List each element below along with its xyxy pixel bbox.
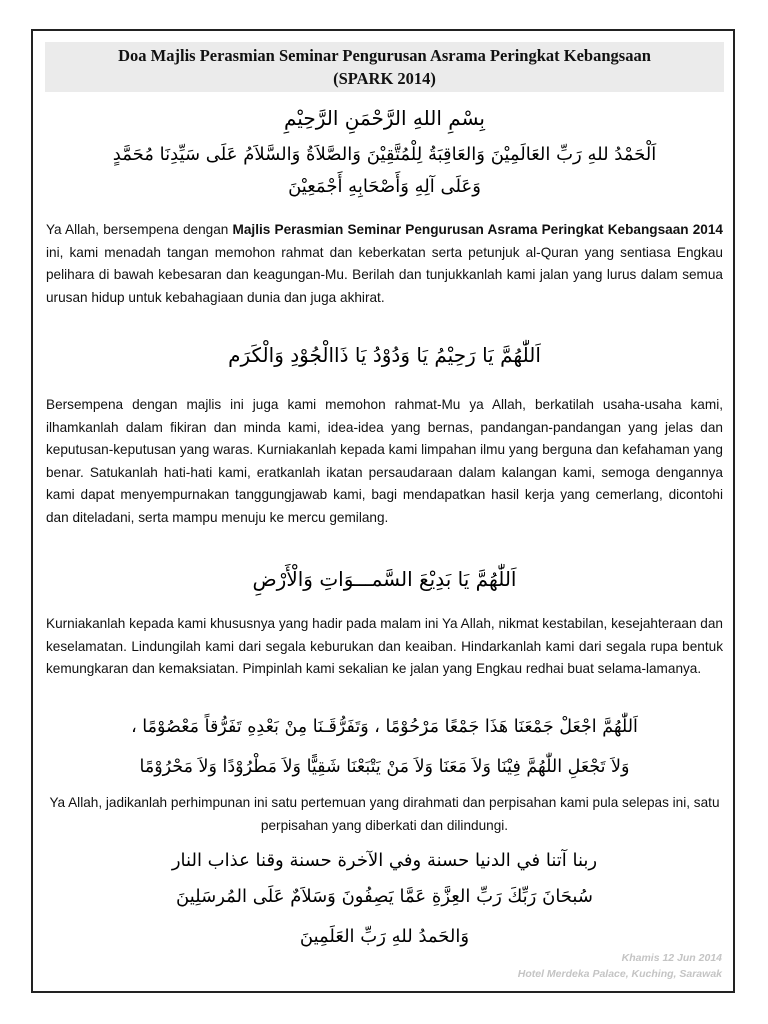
opening-salawat: وَعَلَى آلِهِ وَأَصْحَابِهِ أَجْمَعِيْنَ xyxy=(288,176,481,197)
paragraph-1-intro: Ya Allah, bersempena dengan xyxy=(46,222,233,237)
title-line-1: Doa Majlis Perasmian Seminar Pengurusan Asrama Peringkat Kebangsaan xyxy=(118,46,651,65)
paragraph-4: Ya Allah, jadikanlah perhimpunan ini satu pertemuan yang dirahmati dan perpisahan kami pula selepas ini, satu perpisahan yang diberkati dan dilindungi. xyxy=(49,795,720,833)
title-line-2: (SPARK 2014) xyxy=(333,69,436,88)
arabic-supplication-3-line-1: اَللّٰهُمَّ اجْعَلْ جَمْعَنَا هَذَا جَمْعًا مَرْحُوْمًا ، وَتَفَرُّقَـنَا مِنْ بَعْدِهِ تَفَرُّقاً مَعْصُوْمًا ، xyxy=(131,717,638,737)
opening-hamdalah: اَلْحَمْدُ للهِ رَبِّ العَالَمِيْنَ وَالعَاقِبَةُ لِلْمُتَّقِيْنَ وَالصَّلاَةُ وَالسَّلاَمُ عَلَى سَيِّدِنَا مُحَمَّدٍ xyxy=(112,144,657,165)
closing-line-2: سُبحَانَ رَبِّكَ رَبِّ العِزَّةِ عَمَّا يَصِفُونَ وَسَلاَمٌ عَلَى المُرسَلِينَ xyxy=(176,886,593,907)
closing-line-1: ربنا آتنا في الدنيا حسنة وفي الآخرة حسنة وقنا عذاب النار xyxy=(171,850,598,871)
basmalah: بِسْمِ اللهِ الرَّحْمَنِ الرَّحِيْمِ xyxy=(283,106,485,130)
closing-line-3: وَالحَمدُ للهِ رَبِّ العَلَمِينَ xyxy=(299,926,470,947)
arabic-supplication-1: اَللّٰهُمَّ يَا رَحِيْمُ يَا وَدُوْدُ يَا ذَاالْجُوْدِ وَالْكَرَم xyxy=(228,343,541,367)
arabic-supplication-2: اَللّٰهُمَّ يَا بَدِيْعَ السَّمـــوَاتِ وَالْأَرْضِ xyxy=(252,567,517,591)
footer-date: Khamis 12 Jun 2014 xyxy=(621,952,722,964)
footer-venue: Hotel Merdeka Palace, Kuching, Sarawak xyxy=(517,968,722,980)
arabic-supplication-3-line-2: وَلاَ تَجْعَلِ اللّٰهُمَّ فِيْنَا وَلاَ مَعَنَا وَلاَ مَنْ يَتْبَعْنَا شَقِيًّا وَلاَ مَطْرُوْدًا وَلاَ مَحْرُوْمًا xyxy=(139,757,630,777)
title-banner xyxy=(45,42,724,92)
paragraph-1-body: ini, kami menadah tangan memohon rahmat dan keberkatan serta petunjuk al-Quran yang sentiasa Engkau pelihara di bawah kebesaran dan keagungan-Mu. Berilah dan tunjukkanlah kami jalan yang lurus dalam semua urusan hidup untuk kebahagiaan dunia dan juga akhirat. xyxy=(46,244,723,305)
paragraph-1 xyxy=(46,219,723,309)
paragraph-3: Kurniakanlah kepada kami khususnya yang hadir pada malam ini Ya Allah, nikmat kestabilan, kesejahteraan dan keselamatan. Lindungilah kami dari segala keburukan dan keaiban. Hindarkanlah kami dari segala rupa bentuk kemungkaran dan kemaksiatan. Pimpinlah kami sekalian ke jalan yang Engkau redhai buat selama-lamanya. xyxy=(46,616,723,677)
paragraph-2: Bersempena dengan majlis ini juga kami memohon rahmat-Mu ya Allah, berkatilah usaha-usaha kami, ilhamkanlah dalam fikiran dan minda kami, idea-idea yang bernas, pandangan-pandangan yang jelas dan keputusan-keputusan yang waras. Kurniakanlah kepada kami limpahan ilmu yang berguna dan kefahaman yang benar. Satukanlah hati-hati kami, eratkanlah ikatan persaudaraan dalam kalangan kami, semoga dengannya kami dapat menyempurnakan tanggungjawab kami, bagi mendapatkan hasil kerja yang cemerlang, dicontohi dan diteladani, serta mampu menuju ke mercu gemilang. xyxy=(46,397,723,525)
paragraph-1-event-name: Majlis Perasmian Seminar Pengurusan Asrama Peringkat Kebangsaan 2014 xyxy=(232,222,723,237)
